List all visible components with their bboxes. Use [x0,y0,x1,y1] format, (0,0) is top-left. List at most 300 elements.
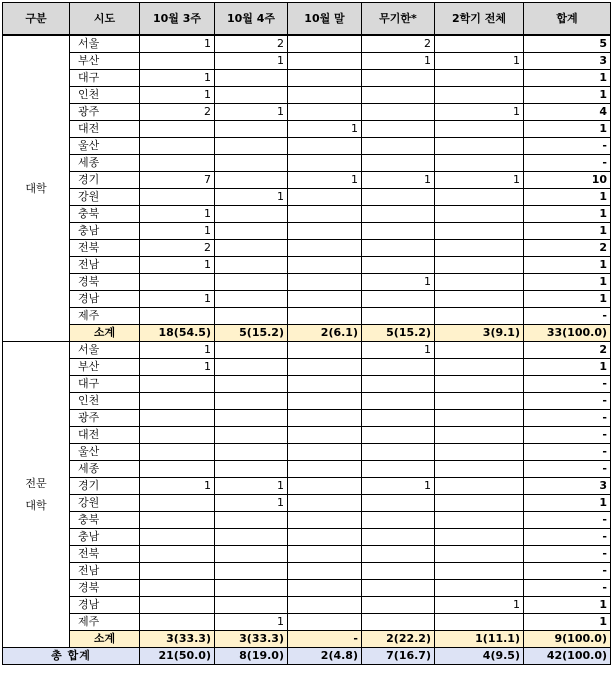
value-cell [215,291,288,308]
table-row [3,376,611,393]
value-cell: 1 [435,53,524,70]
value-cell [435,155,524,172]
value-cell [140,597,215,614]
value-cell: 1 [435,104,524,121]
value-cell [215,257,288,274]
value-cell [288,580,362,597]
value-cell [140,427,215,444]
value-cell [362,206,435,223]
value-cell: 1 [288,172,362,189]
group-label-cell [3,342,70,648]
value-cell: 1 [140,87,215,104]
value-cell [435,240,524,257]
row-total: 3 [524,53,611,70]
group-label-cell [3,35,70,342]
grand-total-value: 8(19.0) [215,648,288,665]
region-name: 강원 [70,495,140,512]
value-cell: 1 [362,172,435,189]
row-total: 1 [524,70,611,87]
row-total: 1 [524,206,611,223]
value-cell [435,291,524,308]
value-cell [288,53,362,70]
value-cell [140,410,215,427]
value-cell [288,478,362,495]
subtotal-label: 소계 [70,631,140,648]
value-cell [362,138,435,155]
value-cell [288,206,362,223]
value-cell [435,87,524,104]
value-cell [215,461,288,478]
value-cell [362,495,435,512]
value-cell: 1 [140,223,215,240]
subtotal-value: 18(54.5) [140,325,215,342]
region-name: 전남 [70,563,140,580]
value-cell [288,495,362,512]
value-cell: 1 [435,172,524,189]
region-name: 충북 [70,512,140,529]
value-cell [435,342,524,359]
header-oct-week3: 10월 3주 [140,3,215,36]
row-total: 2 [524,240,611,257]
table-row [3,240,611,257]
value-cell [435,35,524,53]
value-cell: 1 [215,104,288,121]
value-cell [362,614,435,631]
value-cell [288,87,362,104]
value-cell: 1 [140,478,215,495]
value-cell: 1 [288,121,362,138]
value-cell [362,546,435,563]
row-total: - [524,512,611,529]
value-cell [140,444,215,461]
value-cell: 2 [215,35,288,53]
value-cell: 1 [435,597,524,614]
value-cell [215,172,288,189]
value-cell [288,563,362,580]
row-total: 1 [524,614,611,631]
region-name: 경남 [70,291,140,308]
value-cell: 1 [362,342,435,359]
row-total: 4 [524,104,611,121]
value-cell [288,240,362,257]
value-cell: 1 [140,342,215,359]
value-cell [215,155,288,172]
value-cell [215,427,288,444]
value-cell [288,291,362,308]
value-cell [288,35,362,53]
value-cell [435,138,524,155]
header-row [3,3,611,36]
value-cell [215,223,288,240]
value-cell [215,597,288,614]
region-name: 경북 [70,580,140,597]
table-row [3,291,611,308]
region-name: 대전 [70,121,140,138]
value-cell [435,308,524,325]
row-total: 1 [524,87,611,104]
value-cell [362,223,435,240]
region-name: 경기 [70,478,140,495]
row-total: - [524,155,611,172]
value-cell [140,121,215,138]
value-cell [362,121,435,138]
region-name: 울산 [70,138,140,155]
value-cell [435,512,524,529]
value-cell: 2 [140,240,215,257]
subtotal-value: 1(11.1) [435,631,524,648]
value-cell [215,240,288,257]
value-cell [288,223,362,240]
table-row [3,563,611,580]
region-name: 전북 [70,546,140,563]
row-total: 1 [524,223,611,240]
value-cell [288,444,362,461]
value-cell [215,70,288,87]
region-name: 경기 [70,172,140,189]
value-cell [435,376,524,393]
table-row [3,70,611,87]
value-cell [140,376,215,393]
row-total: 1 [524,495,611,512]
value-cell [215,376,288,393]
value-cell [435,563,524,580]
subtotal-row [3,631,611,648]
value-cell [362,427,435,444]
table-row [3,529,611,546]
value-cell [140,580,215,597]
value-cell [435,393,524,410]
value-cell [362,580,435,597]
value-cell [215,274,288,291]
region-name: 충남 [70,529,140,546]
value-cell [435,206,524,223]
region-name: 대구 [70,70,140,87]
subtotal-value: 2(22.2) [362,631,435,648]
value-cell [288,393,362,410]
value-cell [140,529,215,546]
value-cell [362,410,435,427]
table-row [3,495,611,512]
region-name: 경남 [70,597,140,614]
row-total: - [524,546,611,563]
group-label: 전문 [25,476,47,490]
table-row [3,138,611,155]
value-cell: 1 [215,614,288,631]
region-name: 제주 [70,308,140,325]
region-name: 광주 [70,104,140,121]
table-row [3,155,611,172]
value-cell [435,478,524,495]
grand-total-total: 42(100.0) [524,648,611,665]
region-name: 충남 [70,223,140,240]
table-row [3,308,611,325]
table-row [3,172,611,189]
header-full-semester: 2학기 전체 [435,3,524,36]
subtotal-total: 9(100.0) [524,631,611,648]
value-cell [362,359,435,376]
table-row [3,461,611,478]
region-name: 서울 [70,35,140,53]
value-cell [140,461,215,478]
value-cell [435,614,524,631]
value-cell [435,529,524,546]
value-cell [362,563,435,580]
value-cell: 1 [140,70,215,87]
table-row [3,393,611,410]
value-cell [362,87,435,104]
grand-total-label: 총 합계 [3,648,140,665]
row-total: 1 [524,189,611,206]
value-cell [362,512,435,529]
table-row [3,35,611,53]
region-name: 세종 [70,155,140,172]
value-cell [362,597,435,614]
value-cell [215,206,288,223]
value-cell [140,138,215,155]
header-indefinite: 무기한* [362,3,435,36]
subtotal-value: 3(9.1) [435,325,524,342]
region-name: 세종 [70,461,140,478]
region-name: 서울 [70,342,140,359]
value-cell [288,461,362,478]
row-total: 5 [524,35,611,53]
value-cell [215,563,288,580]
value-cell: 1 [140,257,215,274]
table-row [3,359,611,376]
table-row [3,512,611,529]
value-cell [215,529,288,546]
table-row [3,342,611,359]
subtotal-value: 5(15.2) [362,325,435,342]
value-cell: 1 [140,35,215,53]
row-total: 1 [524,359,611,376]
value-cell [140,512,215,529]
row-total: - [524,393,611,410]
row-total: - [524,138,611,155]
value-cell [362,189,435,206]
value-cell: 1 [215,189,288,206]
region-name: 제주 [70,614,140,631]
subtotal-value: - [288,631,362,648]
value-cell [435,580,524,597]
value-cell [288,308,362,325]
header-region: 시도 [70,3,140,36]
row-total: - [524,529,611,546]
row-total: - [524,376,611,393]
value-cell [435,257,524,274]
row-total: 1 [524,257,611,274]
value-cell [215,444,288,461]
value-cell [288,104,362,121]
table-row [3,580,611,597]
value-cell [288,70,362,87]
value-cell [362,291,435,308]
subtotal-row [3,325,611,342]
value-cell [362,444,435,461]
table-row [3,546,611,563]
value-cell [140,155,215,172]
row-total: - [524,563,611,580]
row-total: - [524,308,611,325]
value-cell [435,70,524,87]
value-cell [362,393,435,410]
value-cell [288,342,362,359]
region-name: 전북 [70,240,140,257]
header-category: 구분 [3,3,70,36]
value-cell [288,529,362,546]
value-cell [215,580,288,597]
value-cell [288,274,362,291]
value-cell [140,53,215,70]
value-cell [435,121,524,138]
value-cell: 2 [140,104,215,121]
table-row [3,614,611,631]
value-cell [140,308,215,325]
row-total: 1 [524,274,611,291]
value-cell [288,614,362,631]
value-cell [140,495,215,512]
group-label: 대학 [25,181,47,195]
subtotal-value: 3(33.3) [215,631,288,648]
value-cell [435,546,524,563]
value-cell [435,274,524,291]
table-row [3,223,611,240]
value-cell [435,444,524,461]
table-row [3,410,611,427]
value-cell: 1 [215,495,288,512]
value-cell [215,410,288,427]
value-cell [288,138,362,155]
value-cell: 1 [140,359,215,376]
value-cell [435,410,524,427]
value-cell [215,512,288,529]
region-name: 전남 [70,257,140,274]
value-cell [288,597,362,614]
value-cell: 1 [362,53,435,70]
region-name: 강원 [70,189,140,206]
value-cell [140,393,215,410]
value-cell: 1 [362,478,435,495]
region-name: 부산 [70,53,140,70]
table-row [3,597,611,614]
value-cell [435,189,524,206]
grand-total-value: 7(16.7) [362,648,435,665]
table-row [3,121,611,138]
value-cell [215,342,288,359]
value-cell [362,70,435,87]
row-total: - [524,580,611,597]
value-cell: 2 [362,35,435,53]
row-total: 10 [524,172,611,189]
value-cell [288,427,362,444]
table-row [3,478,611,495]
value-cell [435,223,524,240]
header-oct-end: 10월 말 [288,3,362,36]
table-row [3,87,611,104]
value-cell [140,614,215,631]
value-cell [362,155,435,172]
region-name: 대전 [70,427,140,444]
row-total: - [524,461,611,478]
table-row [3,274,611,291]
row-total: 1 [524,291,611,308]
subtotal-value: 2(6.1) [288,325,362,342]
row-total: 3 [524,478,611,495]
value-cell [288,189,362,206]
subtotal-value: 5(15.2) [215,325,288,342]
region-name: 경북 [70,274,140,291]
value-cell [362,529,435,546]
school-closure-table [2,2,611,665]
value-cell [140,274,215,291]
value-cell: 1 [140,206,215,223]
value-cell: 7 [140,172,215,189]
row-total: 2 [524,342,611,359]
value-cell [435,461,524,478]
value-cell [362,104,435,121]
region-name: 충북 [70,206,140,223]
value-cell [140,546,215,563]
table-row [3,427,611,444]
table-row [3,104,611,121]
value-cell [215,308,288,325]
header-total: 합계 [524,3,611,36]
value-cell [435,427,524,444]
table-row [3,206,611,223]
region-name: 인천 [70,393,140,410]
value-cell [215,87,288,104]
value-cell [288,257,362,274]
subtotal-label: 소계 [70,325,140,342]
group-label: 대학 [25,498,47,512]
row-total: - [524,427,611,444]
value-cell [362,376,435,393]
grand-total-row [3,648,611,665]
region-name: 광주 [70,410,140,427]
subtotal-value: 3(33.3) [140,631,215,648]
value-cell [140,563,215,580]
header-oct-week4: 10월 4주 [215,3,288,36]
row-total: - [524,410,611,427]
region-name: 대구 [70,376,140,393]
grand-total-value: 21(50.0) [140,648,215,665]
value-cell [288,546,362,563]
value-cell [215,546,288,563]
value-cell [215,121,288,138]
value-cell [215,393,288,410]
row-total: 1 [524,597,611,614]
value-cell: 1 [215,478,288,495]
region-name: 인천 [70,87,140,104]
grand-total-value: 2(4.8) [288,648,362,665]
value-cell [362,308,435,325]
value-cell [215,359,288,376]
region-name: 울산 [70,444,140,461]
value-cell [140,189,215,206]
value-cell [288,376,362,393]
row-total: - [524,444,611,461]
value-cell: 1 [362,274,435,291]
subtotal-total: 33(100.0) [524,325,611,342]
table-row [3,257,611,274]
value-cell [362,461,435,478]
value-cell [362,257,435,274]
table-row [3,53,611,70]
row-total: 1 [524,121,611,138]
value-cell [288,155,362,172]
value-cell [215,138,288,155]
value-cell [288,512,362,529]
